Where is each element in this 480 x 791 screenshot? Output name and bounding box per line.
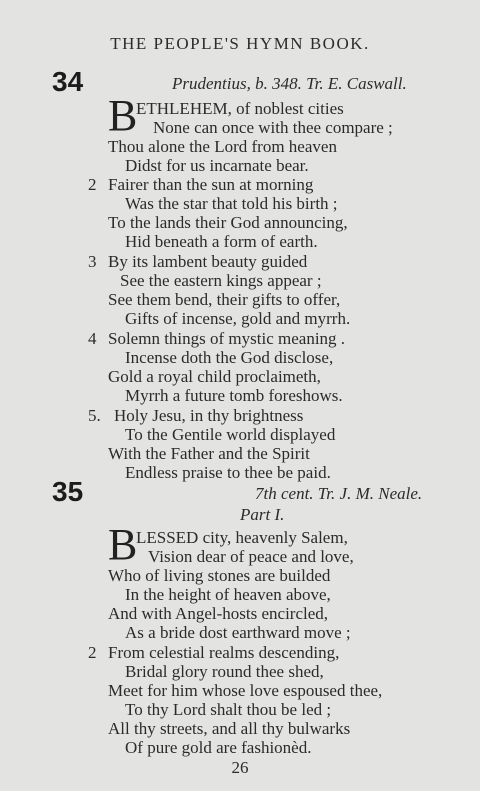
verse-line: All thy streets, and all thy bulwarks [108, 719, 351, 738]
page-number: 26 [231, 758, 249, 777]
verse-line: Hid beneath a form of earth. [125, 232, 318, 251]
verse-line: Holy Jesu, in thy brightness [114, 406, 304, 425]
verse-line: To the lands their God announcing, [108, 213, 348, 232]
verse-line: And with Angel-hosts encircled, [108, 604, 329, 623]
hymn-number: 35 [52, 476, 84, 507]
verse-line: See them bend, their gifts to offer, [108, 290, 341, 309]
verse-line: Endless praise to thee be paid. [125, 463, 331, 482]
verse-line: Incense doth the God disclose, [125, 348, 334, 367]
verse-line: None can once with thee compare ; [153, 118, 393, 137]
verse-line: Solemn things of mystic meaning . [108, 329, 346, 348]
verse-line: LESSED city, heavenly Salem, [136, 528, 348, 547]
verse-line: Gold a royal child proclaimeth, [108, 367, 321, 386]
verse-line: See the eastern kings appear ; [120, 271, 322, 290]
verse-number: 5. [88, 406, 101, 425]
verse-line: Myrrh a future tomb foreshows. [125, 386, 343, 405]
verse-line: Vision dear of peace and love, [148, 547, 354, 566]
verse-line: To the Gentile world displayed [125, 425, 336, 444]
verse-line: Thou alone the Lord from heaven [108, 137, 337, 156]
verse-line: In the height of heaven above, [125, 585, 331, 604]
verse-line: Fairer than the sun at morning [108, 175, 314, 194]
verse-line: As a bride dost earthward move ; [125, 623, 351, 642]
verse-number: 2 [88, 643, 97, 662]
verse-line: Bridal glory round thee shed, [125, 662, 324, 681]
verse-line: Was the star that told his birth ; [125, 194, 338, 213]
verse-line: Gifts of incense, gold and myrrh. [125, 309, 351, 328]
part-heading: Part I. [240, 505, 285, 524]
verse-line: Meet for him whose love espoused thee, [108, 681, 383, 700]
verse-line: By its lambent beauty guided [108, 252, 308, 271]
drop-cap: B [108, 520, 138, 569]
verse-line: Of pure gold are fashionèd. [125, 738, 312, 757]
running-head: THE PEOPLE'S HYMN BOOK. [110, 34, 370, 53]
drop-cap: B [108, 91, 138, 140]
verse-line: With the Father and the Spirit [108, 444, 310, 463]
verse-number: 4 [88, 329, 97, 348]
verse-number: 2 [88, 175, 97, 194]
verse-line: Who of living stones are builded [108, 566, 331, 585]
verse-line: Didst for us incarnate bear. [125, 156, 309, 175]
verse-line: To thy Lord shalt thou be led ; [125, 700, 332, 719]
hymn-number: 34 [52, 66, 84, 97]
verse-line: From celestial realms descending, [108, 643, 340, 662]
verse-number: 3 [88, 252, 97, 271]
verse-line: ETHLEHEM, of noblest cities [136, 99, 344, 118]
hymn-attribution: 7th cent. Tr. J. M. Neale. [255, 484, 423, 503]
hymn-attribution: Prudentius, b. 348. Tr. E. Caswall. [172, 74, 407, 93]
